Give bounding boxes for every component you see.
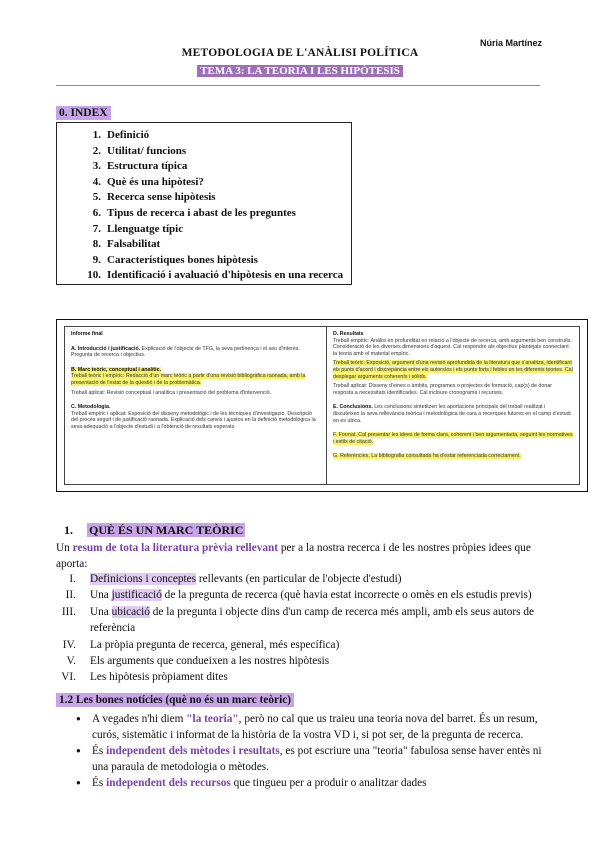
marc-teoric-components (56, 571, 546, 686)
figure-section-b: B. Marc teòric, conceptual i analític. Treball teòric i empíric: Redacció d'un marc teòric a partir d'una revisió bibliogràfica raonada, amb la presentació de l'estat de la qüestió i de la problemàtica. (71, 366, 306, 386)
figure-section-d: D. Resultats Treball empíric: Anàlisi en profunditat en relació a l'objecte de recerca, amb arguments ben construïts. Consideració de les diverses dimensions d'aquest. Cal respondre als objectius plantejats connectant la teoria amb el material empíric. (333, 331, 573, 357)
subtitle-text: TEMA 3: LA TEORIA I LES HIPÒTESIS (197, 65, 403, 77)
index-item: 9. Característiques bones hipòtesis (92, 253, 258, 266)
list-item: VI. Les hipòtesis pròpiament dites (61, 671, 228, 684)
index-item: 3. Estructura típica (92, 160, 188, 173)
list-item: V. Els arguments que condueixen a les nostres hipòtesis (66, 655, 330, 668)
list-item: I. Definicions i conceptes rellevants (en particular de l'objecte d'estudi) (69, 573, 402, 585)
index-item: 10. Identificació i avaluació d'hipòtesis en una recerca (87, 269, 344, 282)
figure-section-f: F. Format. Cal presentar les idees de forma clara, coherent i ben argumentada, seguint les normatives i estils de citació. (333, 432, 573, 445)
figure-section-c: C. Metodologia. Treball empíric i aplicat: Exposició del disseny metodològic i de les tècniques d'investigació. Descripció del procés seguit i de justificació raonada. Explicació dels canvis i ajustos en la definició metodològica la seva adequació a l'objecte d'estudi i a l'obtenció de resultats esperats. (71, 404, 316, 430)
document-subtitle (0, 61, 600, 79)
figure-left-title: Informe final (71, 331, 103, 337)
figure-right-column (327, 327, 579, 484)
index-item: 4. Què és una hipòtesi? (92, 175, 204, 188)
title-divider (56, 85, 540, 86)
list-item: ● A vegades n'hi diem "la teoria", però no cal que us traieu una teoria nova del barret. És un resum, curós, sistemàtic i informat de la història de la vostra VD i, si pot ser, de la pregunta de recerca. (56, 711, 546, 743)
index-item: 1. Definició (92, 129, 150, 141)
section-1-2-heading: 1.2 Les bones notícies (què no és un marc teòric) (56, 693, 294, 707)
figure-section-d-theoretical: Treball teòric: Exposició, argument d'una revisió aprofundida de la literatura que s'analitza, identificant els punts d'acord i discrepància entre els autors/es i els punts forts i febles en les diferents teories. Cal desplegar arguments coherents i sòlids. (333, 360, 573, 380)
list-item: III. Una ubicació de la pregunta i objecte dins d'un camp de recerca més ampli, amb els seus autors de referència (61, 605, 535, 635)
index-item: 2. Utilitat/ funcions (92, 144, 187, 157)
figure-section-a: A. Introducció i justificació. Explicació de l'objecte de TFG, la seva pertinença i el seu d'interès. Pregunta de recerca i objectius. (71, 345, 300, 359)
index-list (57, 123, 351, 284)
figure-section-b-applied: Treball aplicat: Revisió conceptual i analítica i presentació del problema d'intervenció. (71, 389, 272, 396)
figure-section-d-applied: Treball aplicat: Disseny d'eines o àmbits, programes o projectes de formació, cap(s) de donar resposta a necessitats identificades. Cal incloure cronograma i recursos. (333, 383, 552, 396)
author-name: Núria Martínez (479, 38, 542, 48)
figure-section-g: G. Referències. La bibliografia consultada ha d'estar referenciada correctament. (333, 453, 521, 460)
list-item: IV. La pròpia pregunta de recerca, general, més específica) (62, 638, 340, 651)
index-box (56, 122, 352, 285)
figure-section-e: E. Conclusions. Les conclusions sintetitzen les aportacions principals del treball realitzat i discuteixen la seva rellevància teòrica i metodològica de cara a recerques futures en el camp d'estudi on es ubica. (333, 404, 571, 424)
figure-table (64, 326, 580, 485)
index-item: 8. Falsabilitat (92, 238, 161, 251)
list-item: II. Una justificació de la pregunta de recerca (què havia estat incorrecte o omès en els estudis previs) (65, 589, 532, 602)
list-item: ● És independent dels mètodes i resultats, es pot escriure una "teoria" fabulosa sense haver entès ni una paraula de metodologia o mètodes. (56, 743, 546, 775)
section-1-heading: 1. QUÈ ÉS UN MARC TEÒRIC (64, 523, 244, 537)
figure-left-column (65, 327, 327, 484)
index-item: 5. Recerca sense hipòtesis (92, 191, 216, 204)
index-item: 7. Llenguatge típic (92, 222, 184, 235)
index-heading: 0. INDEX (56, 106, 111, 120)
good-news-list (56, 711, 546, 791)
index-item: 6. Tipus de recerca i abast de les preguntes (92, 206, 296, 219)
section-1-intro: Un resum de tota la literatura prèvia rellevant per a la nostra recerca i de les nostres pròpies idees que aporta: (56, 542, 531, 570)
list-item: ● És independent dels recursos que tingueu per a produir o analitzar dades (56, 775, 546, 791)
document-title: METODOLOGIA DE L'ANÀLISI POLÍTICA (181, 47, 419, 59)
report-structure-figure (56, 319, 588, 492)
